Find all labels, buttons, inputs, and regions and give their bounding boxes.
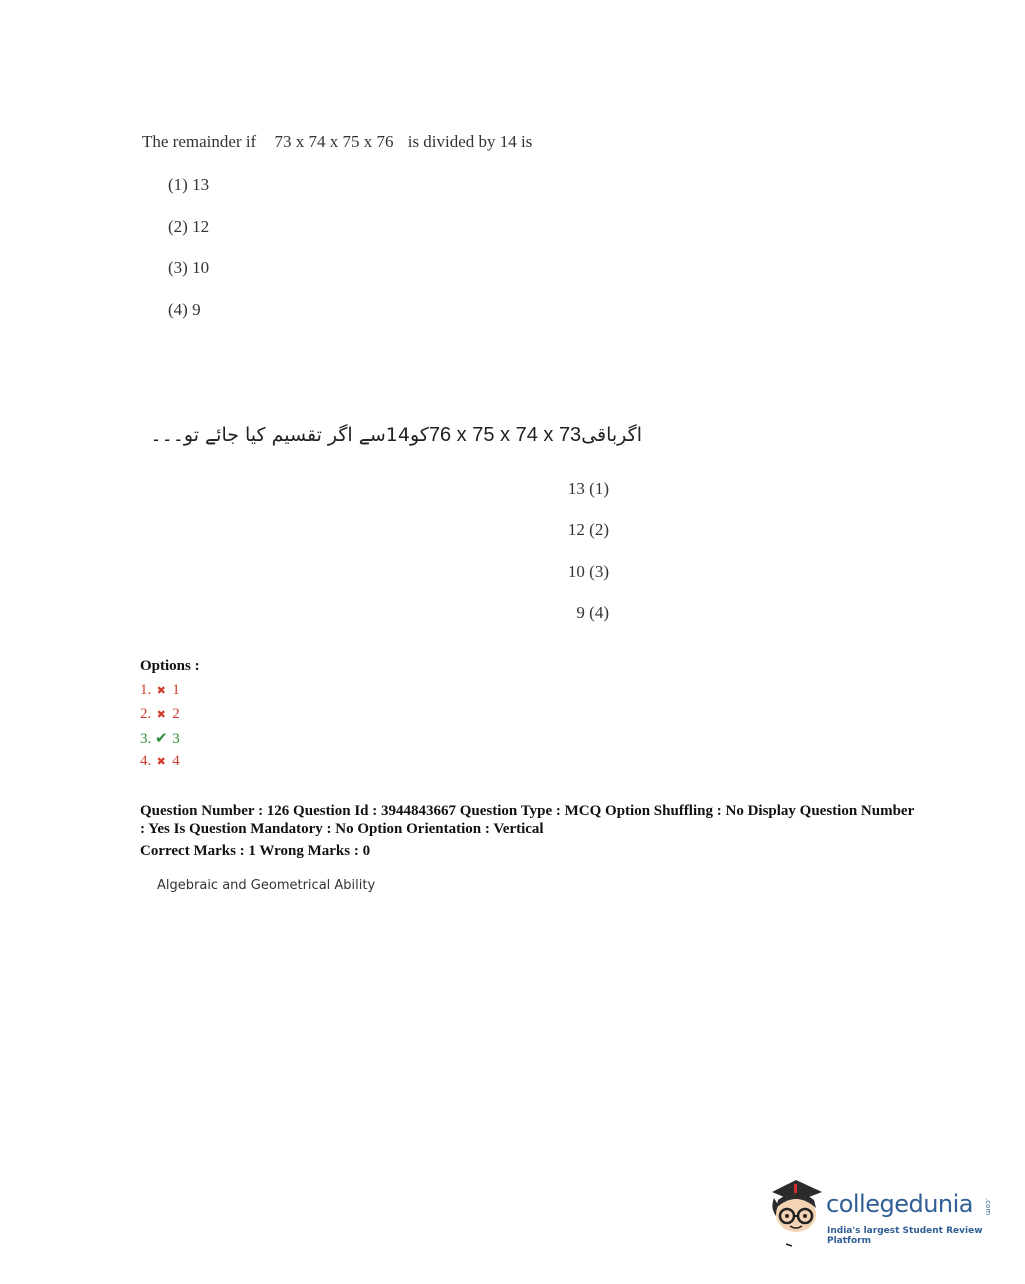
cross-icon: ✖ [156, 685, 166, 697]
answer-value: 1 [172, 682, 180, 698]
logo-tagline: India's largest Student Review Platform [827, 1226, 983, 1246]
option-ur-2: 12 (2) [567, 520, 609, 539]
answer-number: 3. [140, 731, 152, 747]
option-en-4: (4) 9 [168, 300, 201, 319]
answer-option-2 [140, 706, 180, 723]
mascot-icon [766, 1178, 826, 1248]
answer-value: 2 [172, 706, 180, 722]
logo-com: .com [984, 1198, 992, 1216]
option-ur-4: 9 (4) [576, 603, 609, 622]
cross-icon: ✖ [156, 709, 166, 721]
answer-number: 4. [140, 753, 152, 769]
question-expression: 73 x 74 x 75 x 76 [274, 132, 394, 151]
urdu-expression: 76 x 75 x 74 x 73 [428, 424, 582, 446]
metadata-line-1: Question Number : 126 Question Id : 3944843667 Question Type : MCQ Option Shuffling : No Display Question Number : Yes Is Question Mandatory : No Option Orientation : Vertical [140, 803, 914, 837]
options-heading: Options : [140, 658, 200, 674]
urdu-middle: کو14سے اگر تقسیم کیا جائے تو۔۔۔ [150, 424, 429, 446]
question-text-urdu [150, 424, 642, 447]
check-icon: ✔ [154, 731, 168, 747]
question-prefix: The remainder if [142, 132, 257, 151]
answer-value: 4 [172, 753, 180, 769]
answer-number: 1. [140, 682, 152, 698]
option-en-2: (2) 12 [168, 217, 210, 236]
answer-option-3 [140, 729, 180, 748]
metadata-marks: Correct Marks : 1 Wrong Marks : 0 [140, 843, 371, 859]
answer-value: 3 [172, 731, 180, 747]
option-en-1: (1) 13 [168, 175, 210, 194]
answer-option-4 [140, 753, 180, 770]
question-text-english [142, 132, 532, 152]
answer-option-1 [140, 682, 180, 699]
section-name: Algebraic and Geometrical Ability [157, 878, 376, 893]
logo-brand: collegedunia [826, 1190, 974, 1218]
urdu-prefix: اگرباقی [581, 424, 642, 446]
option-ur-3: 10 (3) [567, 562, 609, 581]
cross-icon: ✖ [156, 756, 166, 768]
question-metadata [140, 802, 920, 860]
option-ur-1: 13 (1) [567, 479, 609, 498]
collegedunia-logo [766, 1178, 1006, 1248]
answer-number: 2. [140, 706, 152, 722]
option-en-3: (3) 10 [168, 258, 210, 277]
question-suffix: is divided by 14 is [407, 132, 533, 151]
